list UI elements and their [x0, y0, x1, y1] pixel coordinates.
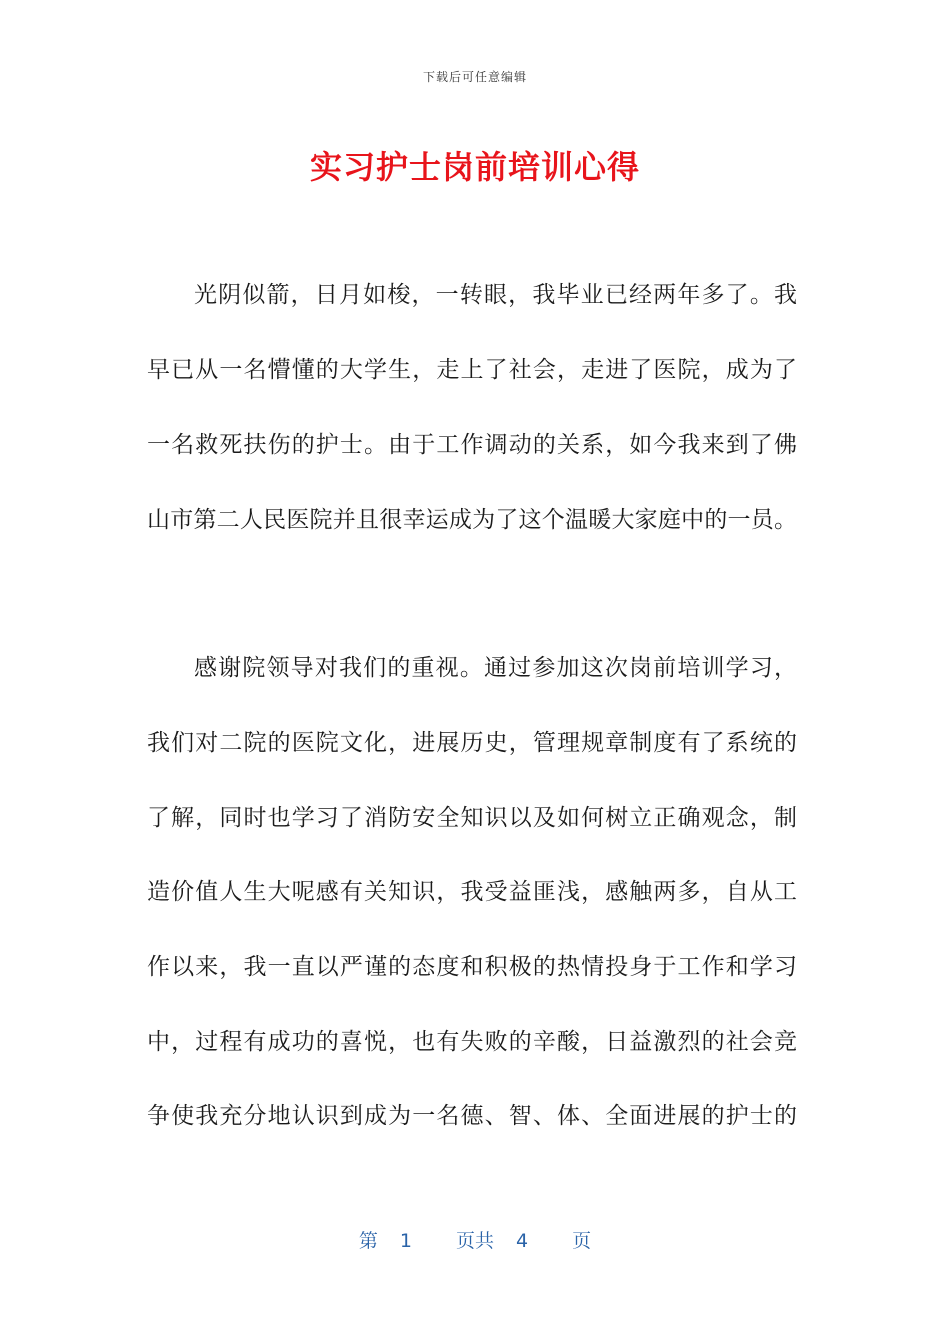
paragraph-1-line-2: 早已从一名懵懂的大学生，走上了社会，走进了医院，成为了: [147, 357, 797, 383]
footer-middle: 页共: [455, 1230, 494, 1252]
paragraph-2-line-5: 作以来，我一直以严谨的态度和积极的热情投身于工作和学习: [147, 954, 797, 980]
paragraph-1-line-1: 光阴似箭，日月如梭，一转眼，我毕业已经两年多了。我: [194, 282, 797, 308]
paragraph-1-line-3: 一名救死扶伤的护士。由于工作调动的关系，如今我来到了佛: [147, 432, 797, 458]
header-note: 下载后可任意编辑: [422, 70, 527, 84]
paragraph-2-line-1: 感谢院领导对我们的重视。通过参加这次岗前培训学习，: [194, 655, 797, 681]
document-title: 实习护士岗前培训心得: [309, 148, 640, 186]
paragraph-2-line-4: 造价值人生大呢感有关知识，我受益匪浅，感触两多，自从工: [147, 879, 797, 905]
footer-page-number: 1: [399, 1230, 412, 1252]
paragraph-2-line-3: 了解，同时也学习了消防安全知识以及如何树立正确观念，制: [147, 805, 797, 831]
footer-suffix: 页: [572, 1230, 592, 1252]
paragraph-2-line-2: 我们对二院的医院文化，进展历史，管理规章制度有了系统的: [147, 730, 797, 756]
paragraph-2-line-7: 争使我充分地认识到成为一名德、智、体、全面进展的护士的: [147, 1103, 797, 1129]
paragraph-1-line-4: 山市第二人民医院并且很幸运成为了这个温暖大家庭中的一员。: [147, 507, 797, 533]
paragraph-2-line-6: 中，过程有成功的喜悦，也有失败的辛酸，日益激烈的社会竞: [147, 1029, 797, 1055]
footer-total-pages: 4: [516, 1230, 529, 1252]
footer-prefix: 第: [358, 1230, 378, 1252]
page-footer: [0, 1226, 950, 1253]
